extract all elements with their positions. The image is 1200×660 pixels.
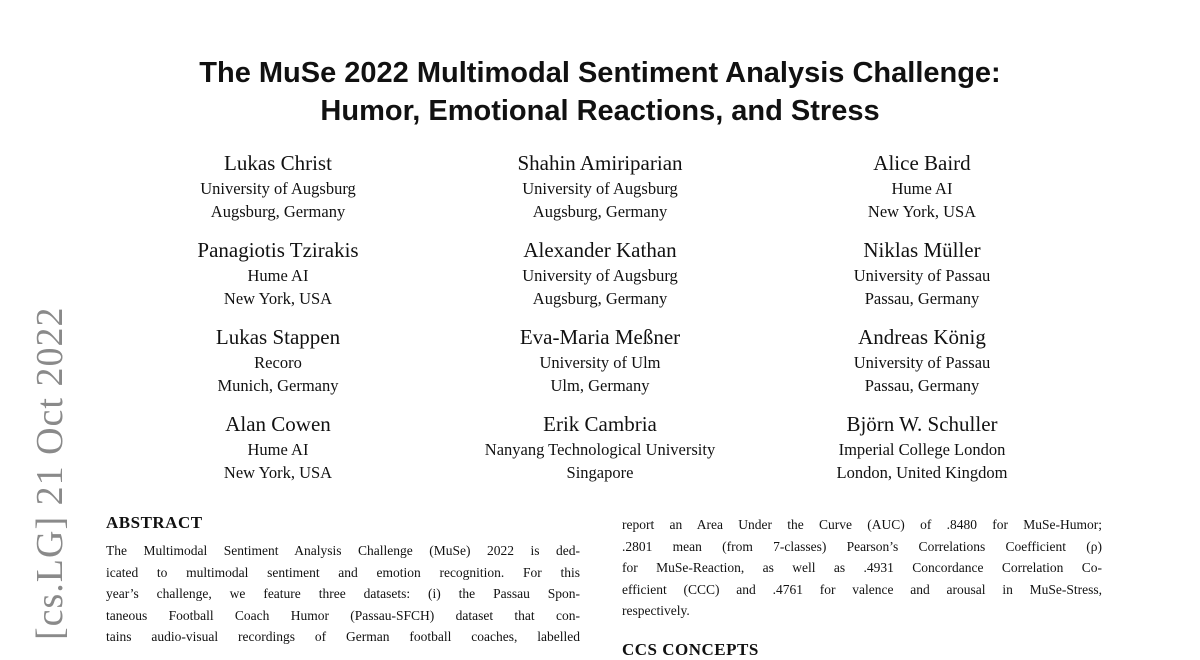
author-affiliation: University of Augsburg — [200, 179, 356, 198]
paper-title — [0, 54, 1200, 130]
author-block — [158, 411, 398, 484]
author-block — [158, 150, 398, 223]
author-affiliation: University of Augsburg — [522, 266, 678, 285]
author-location: Augsburg, Germany — [210, 202, 346, 221]
author-affiliation: Hume AI — [247, 266, 309, 285]
author-block — [158, 324, 398, 397]
author-location: New York, USA — [223, 289, 333, 308]
author-name: Lukas Stappen — [215, 325, 341, 349]
author-affiliation: Recoro — [254, 353, 302, 372]
author-block — [802, 150, 1042, 223]
author-location: Munich, Germany — [217, 376, 339, 395]
title-line-2: Humor, Emotional Reactions, and Stress — [320, 95, 880, 127]
abstract-column-left — [106, 512, 580, 648]
abstract-line: for MuSe-Reaction, as well as .4931 Concordance Correlation Co- — [622, 560, 1102, 575]
abstract-line: icated to multimodal sentiment and emotion recognition. For this — [106, 564, 580, 580]
author-name: Shahin Amiriparian — [517, 151, 683, 175]
abstract-line: taneous Football Coach Humor (Passau-SFCH) dataset that con- — [106, 607, 580, 623]
author-name: Erik Cambria — [543, 412, 657, 436]
abstract-line: year’s challenge, we feature three datasets: (i) the Passau Spon- — [106, 586, 580, 601]
author-affiliation: University of Passau — [853, 353, 991, 372]
abstract-heading: ABSTRACT — [106, 513, 203, 532]
author-name: Björn W. Schuller — [846, 412, 998, 436]
author-block — [802, 324, 1042, 397]
author-block — [480, 237, 720, 310]
author-name: Panagiotis Tzirakis — [197, 238, 359, 262]
author-name: Lukas Christ — [224, 151, 332, 175]
author-location: London, United Kingdom — [836, 463, 1008, 482]
author-name: Alan Cowen — [225, 412, 331, 436]
author-block — [480, 324, 720, 397]
author-affiliation: University of Ulm — [539, 353, 661, 372]
author-location: Augsburg, Germany — [532, 289, 668, 308]
abstract-line: efficient (CCC) and .4761 for valence and arousal in MuSe-Stress, — [622, 581, 1102, 597]
author-name: Alexander Kathan — [523, 238, 677, 262]
author-affiliation: Hume AI — [247, 440, 309, 459]
author-name: Eva-Maria Meßner — [519, 325, 681, 349]
author-location: New York, USA — [223, 463, 333, 482]
author-name: Alice Baird — [873, 151, 971, 175]
abstract-paragraph-continued — [622, 514, 1102, 622]
abstract-line: tains audio-visual recordings of German football coaches, labelled — [106, 629, 580, 644]
author-location: Augsburg, Germany — [532, 202, 668, 221]
author-affiliation: Nanyang Technological University — [484, 440, 716, 459]
author-name: Andreas König — [858, 325, 986, 349]
author-location: Passau, Germany — [864, 376, 980, 395]
author-block — [480, 150, 720, 223]
author-affiliation: Imperial College London — [838, 440, 1006, 459]
title-line-1: The MuSe 2022 Multimodal Sentiment Analysis Challenge: — [199, 57, 1001, 89]
arxiv-stamp: [cs.LG] 21 Oct 2022 — [29, 306, 71, 640]
abstract-line: The Multimodal Sentiment Analysis Challenge (MuSe) 2022 is ded- — [106, 543, 580, 558]
author-block — [802, 237, 1042, 310]
author-block — [480, 411, 720, 484]
author-location: New York, USA — [867, 202, 977, 221]
ccs-concepts-heading: CCS CONCEPTS — [622, 639, 759, 659]
abstract-line: report an Area Under the Curve (AUC) of .8480 for MuSe-Humor; — [622, 517, 1102, 532]
author-block — [158, 237, 398, 310]
author-affiliation: Hume AI — [891, 179, 953, 198]
author-name: Niklas Müller — [863, 238, 981, 262]
author-location: Ulm, Germany — [550, 376, 650, 395]
author-grid — [158, 150, 1042, 484]
abstract-line: respectively. — [622, 603, 690, 618]
author-location: Singapore — [566, 463, 634, 482]
author-affiliation: University of Passau — [853, 266, 991, 285]
author-block — [802, 411, 1042, 484]
abstract-column-right — [622, 512, 1102, 660]
author-location: Passau, Germany — [864, 289, 980, 308]
author-affiliation: University of Augsburg — [522, 179, 678, 198]
abstract-paragraph — [106, 540, 580, 648]
abstract-line: .2801 mean (from 7-classes) Pearson’s Correlations Coefficient (ρ) — [622, 538, 1102, 554]
